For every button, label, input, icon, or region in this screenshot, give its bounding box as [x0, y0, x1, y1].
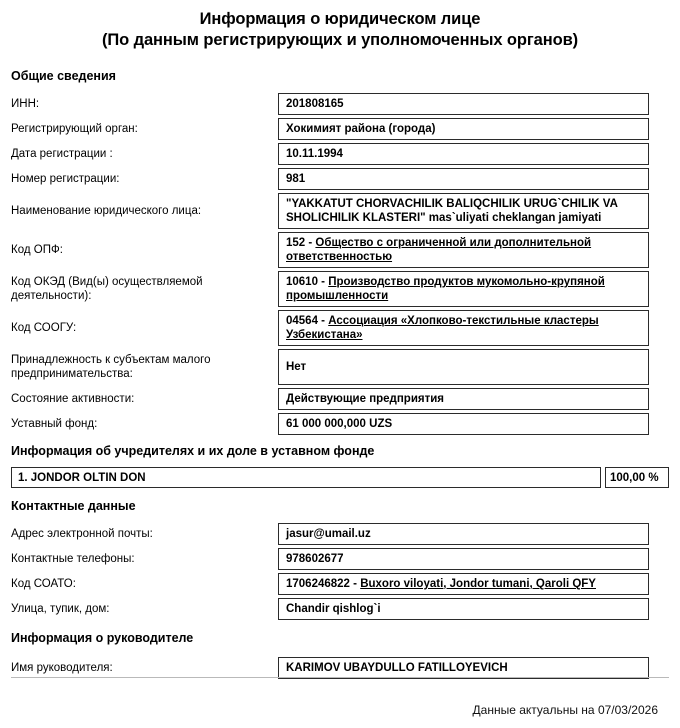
value-oked-code-separator: - — [317, 276, 329, 288]
label-small-business-line-2: предпринимательства: — [11, 368, 133, 380]
value-registration-number-text: 981 — [286, 173, 306, 185]
contact-fields — [11, 523, 669, 620]
field-row-small-business — [11, 349, 669, 385]
label-director-name: Имя руководителя: — [11, 662, 113, 674]
label-small-business — [11, 349, 278, 385]
value-email-text: jasur@umail.uz — [286, 528, 371, 540]
label-registration-date: Дата регистрации : — [11, 148, 113, 160]
value-email — [278, 523, 649, 545]
label-entity-name: Наименование юридического лица: — [11, 205, 202, 217]
document-page — [0, 9, 680, 728]
page-title-line-1: Информация о юридическом лице — [199, 10, 481, 28]
section-heading-director: Информация о руководителе — [11, 631, 194, 645]
field-row-oked-code — [11, 271, 669, 307]
field-row-entity-name — [11, 193, 669, 229]
field-row-registration-number — [11, 168, 669, 190]
label-soato: Код СОАТО: — [11, 578, 76, 590]
field-row-street — [11, 598, 669, 620]
general-fields — [11, 93, 669, 435]
value-small-business — [278, 349, 649, 385]
field-row-phones — [11, 548, 669, 570]
director-fields — [11, 657, 669, 679]
label-registering-body: Регистрирующий орган: — [11, 123, 138, 135]
value-oked-code-name-link[interactable]: Производство продуктов мукомольно-крупяной промышленности — [286, 276, 605, 302]
footer-actuality-note: Данные актуальны на 07/03/2026 — [472, 703, 658, 717]
value-soato-name-link[interactable]: Buxoro viloyati, Jondor tumani, Qaroli QFY — [360, 578, 596, 590]
page-title-line-2: (По данным регистрирующих и уполномоченных органов) — [101, 31, 579, 49]
value-director-name — [278, 657, 649, 679]
value-soogu-code-number: 04564 — [286, 315, 318, 327]
value-entity-name-text: "YAKKATUT CHORVACHILIK BALIQCHILIK URUG`CHILIK VA SHOLICHILIK KLASTERI" mas`uliyati cheklangan jamiyati — [286, 198, 618, 224]
founders-list — [11, 467, 669, 488]
field-row-soato — [11, 573, 669, 595]
value-soogu-code-separator: - — [317, 315, 329, 327]
value-opf-code-name-link[interactable]: Общество с ограниченной или дополнительной ответственностью — [286, 237, 592, 263]
field-row-email — [11, 523, 669, 545]
value-opf-code-number: 152 — [286, 237, 306, 249]
label-oked-code — [11, 271, 278, 307]
label-soogu-code: Код СООГУ: — [11, 322, 77, 334]
section-heading-contacts: Контактные данные — [11, 499, 136, 513]
value-registering-body — [278, 118, 649, 140]
value-activity-status-text: Действующие предприятия — [286, 393, 445, 405]
value-soato — [278, 573, 649, 595]
value-phones-text: 978602677 — [286, 553, 344, 565]
value-soogu-code — [278, 310, 649, 346]
field-row-director-name — [11, 657, 669, 679]
label-charter-fund: Уставный фонд: — [11, 418, 98, 430]
field-row-soogu-code — [11, 310, 669, 346]
field-row-registration-date — [11, 143, 669, 165]
label-oked-code-line-2: деятельности): — [11, 290, 92, 302]
value-registration-date — [278, 143, 649, 165]
field-row-activity-status — [11, 388, 669, 410]
label-email: Адрес электронной почты: — [11, 528, 153, 540]
value-oked-code — [278, 271, 649, 307]
label-oked-code-line-1: Код ОКЭД (Вид(ы) осуществляемой — [11, 276, 203, 288]
founder-row — [11, 467, 669, 488]
label-street: Улица, тупик, дом: — [11, 603, 110, 615]
value-charter-fund — [278, 413, 649, 435]
founder-share: 100,00 % — [605, 467, 669, 488]
field-row-opf-code — [11, 232, 669, 268]
value-activity-status — [278, 388, 649, 410]
footer-divider — [11, 677, 669, 678]
page-title — [11, 9, 669, 51]
section-heading-founders: Информация об учредителях и их доле в уставном фонде — [11, 444, 375, 458]
value-registration-date-text: 10.11.1994 — [286, 148, 343, 160]
value-phones — [278, 548, 649, 570]
field-row-charter-fund — [11, 413, 669, 435]
value-opf-code-separator: - — [305, 237, 316, 249]
value-small-business-text: Нет — [286, 361, 307, 373]
value-opf-code — [278, 232, 649, 268]
value-soato-separator: - — [349, 578, 361, 590]
value-inn-text: 201808165 — [286, 98, 344, 110]
value-entity-name — [278, 193, 649, 229]
label-activity-status: Состояние активности: — [11, 393, 135, 405]
value-registration-number — [278, 168, 649, 190]
label-opf-code: Код ОПФ: — [11, 244, 63, 256]
section-heading-general: Общие сведения — [11, 69, 116, 83]
value-oked-code-number: 10610 — [286, 276, 318, 288]
value-street — [278, 598, 649, 620]
field-row-inn — [11, 93, 669, 115]
value-inn — [278, 93, 649, 115]
value-registering-body-text: Хокимият района (города) — [286, 123, 436, 135]
label-phones: Контактные телефоны: — [11, 553, 135, 565]
label-registration-number: Номер регистрации: — [11, 173, 120, 185]
founder-name: 1. JONDOR OLTIN DON — [11, 467, 601, 488]
value-street-text: Chandir qishlog`i — [286, 603, 381, 615]
label-inn: ИНН: — [11, 98, 40, 110]
label-small-business-line-1: Принадлежность к субъектам малого — [11, 354, 211, 366]
value-director-name-text: KARIMOV UBAYDULLO FATILLOYEVICH — [286, 662, 508, 674]
value-soogu-code-name-link[interactable]: Ассоциация «Хлопково-текстильные кластеры Узбекистана» — [286, 315, 599, 341]
field-row-registering-body — [11, 118, 669, 140]
value-charter-fund-text: 61 000 000,000 UZS — [286, 418, 393, 430]
value-soato-number: 1706246822 — [286, 578, 350, 590]
